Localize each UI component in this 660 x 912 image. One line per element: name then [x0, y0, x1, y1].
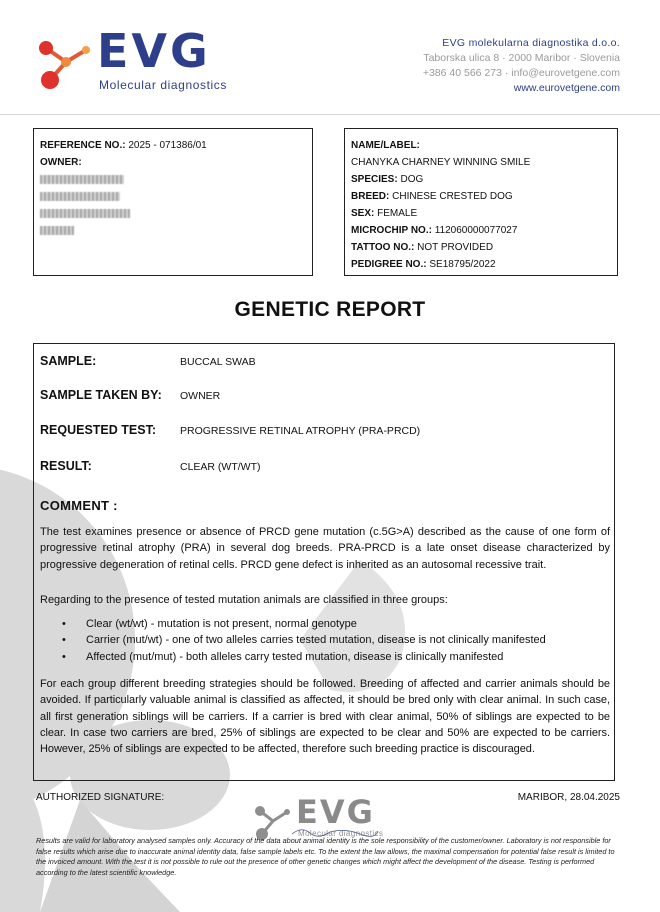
company-name: EVG molekularna diagnostika d.o.o.	[442, 37, 620, 49]
species-row	[351, 171, 611, 188]
tattoo-value: NOT PROVIDED	[417, 242, 494, 253]
report-box	[33, 343, 615, 781]
place-date: MARIBOR, 28.04.2025	[517, 792, 620, 803]
result-row	[40, 459, 261, 473]
company-contact: +386 40 566 273 · info@eurovetgene.com	[422, 67, 620, 79]
company-address: Taborska ulica 8 · 2000 Maribor · Slovenia	[423, 52, 620, 64]
reference-label: REFERENCE NO.:	[40, 140, 126, 151]
handwritten-signature	[290, 826, 380, 838]
logo-text: EVG	[97, 24, 211, 78]
sample-value: BUCCAL SWAB	[180, 356, 256, 368]
list-item: • Clear (wt/wt) - mutation is not present, normal genotype	[40, 616, 610, 632]
breed-value: CHINESE CRESTED DOG	[392, 191, 513, 202]
genotype-groups-list	[40, 616, 610, 665]
letterhead	[0, 0, 660, 112]
taken-label: SAMPLE TAKEN BY:	[40, 388, 162, 402]
taken-value: OWNER	[180, 390, 221, 402]
pedigree-label: PEDIGREE NO.:	[351, 259, 427, 270]
owner-redacted-line	[40, 171, 306, 188]
sex-label: SEX:	[351, 208, 375, 219]
legal-disclaimer: Results are valid for laboratory analysed samples only. Accuracy of the data about animal identity is the sole responsibility of the customer/owner. Laboratory is not responsible for false results which arise due to inaccurate animal identity data, false sample labels etc. To the extent the law allows, the maximal compensation for potential false result is limited to the invoiced amount. With the test it is not possible to rule out the presence of other genetic changes which might affect the development of the disease. Testing is performed according to the latest scientific knowledge.	[36, 836, 615, 878]
result-label: RESULT:	[40, 459, 92, 473]
owner-redacted-line	[40, 188, 306, 205]
stamp-text: EVG	[296, 793, 375, 831]
sample-row	[40, 354, 256, 368]
comment-paragraph-1: The test examines presence or absence of PRCD gene mutation (c.5G>A) described as the cause of one form of progressive retinal atrophy (PRA) in several dog breeds. PRA-PRCD is a late onset disease characterized by progressive degeneration of retinal cells. PRCD gene defect is inherited as an autosomal recessive trait.	[40, 526, 610, 571]
comment-paragraph-2: Regarding to the presence of tested mutation animals are classified in three groups:	[40, 594, 448, 606]
company-info	[423, 36, 620, 96]
species-value: DOG	[400, 174, 424, 185]
owner-redacted-line	[40, 222, 306, 239]
comment-heading: COMMENT :	[40, 498, 118, 513]
header-divider	[0, 114, 660, 115]
sex-row	[351, 205, 611, 222]
reference-row	[40, 137, 306, 154]
microchip-row	[351, 222, 611, 239]
reference-owner-box	[33, 128, 313, 276]
microchip-value: 112060000077027	[434, 225, 518, 236]
test-row	[40, 423, 421, 437]
result-value: CLEAR (WT/WT)	[180, 461, 261, 473]
name-label: NAME/LABEL:	[351, 140, 420, 151]
taken-row	[40, 388, 221, 402]
breed-label: BREED:	[351, 191, 390, 202]
stamp-subtitle: Molecular diagnostics	[298, 829, 384, 838]
logo-subtitle: Molecular diagnostics	[99, 78, 227, 92]
breed-row	[351, 188, 611, 205]
company-website[interactable]: www.eurovetgene.com	[513, 82, 620, 94]
list-item: • Affected (mut/mut) - both alleles carry tested mutation, disease is clinically manifested	[40, 649, 610, 665]
microchip-label: MICROCHIP NO.:	[351, 225, 432, 236]
tattoo-row	[351, 239, 611, 256]
tattoo-label: TATTOO NO.:	[351, 242, 415, 253]
owner-redacted-line	[40, 205, 306, 222]
animal-name: CHANYKA CHARNEY WINNING SMILE	[351, 157, 531, 168]
page-title: GENETIC REPORT	[234, 298, 426, 321]
test-value: PROGRESSIVE RETINAL ATROPHY (PRA-PRCD)	[180, 425, 421, 437]
comment-paragraph-3: For each group different breeding strategies should be followed. Breeding of affected and carrier animals should be avoided. If particularly valuable animal is classified as affected, it should be bred only with clear animal. In such case, all first generation siblings will be carriers. If a carrier is bred with clear animal, 50% of siblings are expected to be clear. In case two carriers are bred, 25% of siblings are expected to be clear and 50% are expected to be carriers. However, 25% of siblings are expected to be affected, therefore such breeding practice is discouraged.	[40, 678, 610, 756]
species-label: SPECIES:	[351, 174, 398, 185]
pedigree-value: SE18795/2022	[429, 259, 496, 270]
list-item: • Carrier (mut/wt) - one of two alleles carries tested mutation, disease is not clinically manifested	[40, 632, 610, 648]
sex-value: FEMALE	[377, 208, 418, 219]
signature-label: AUTHORIZED SIGNATURE:	[36, 792, 165, 803]
owner-label: OWNER:	[40, 157, 82, 168]
test-label: REQUESTED TEST:	[40, 423, 156, 437]
sample-label: SAMPLE:	[40, 354, 97, 368]
reference-value: 2025 - 071386/01	[128, 140, 207, 151]
molecule-logo-icon	[36, 36, 92, 92]
animal-info-box	[344, 128, 618, 276]
pedigree-row	[351, 256, 611, 273]
